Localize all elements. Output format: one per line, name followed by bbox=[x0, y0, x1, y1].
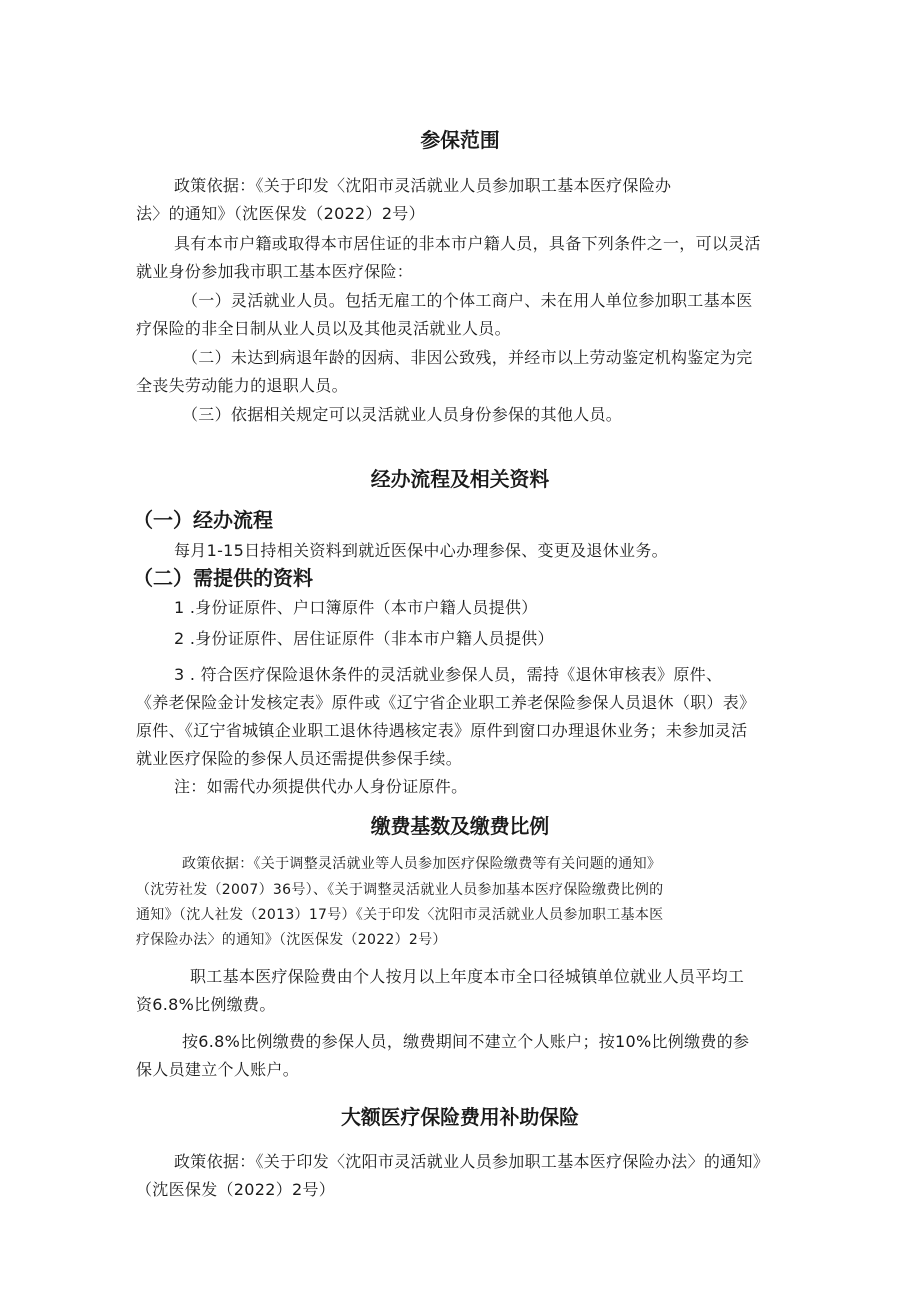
policy-basis-line: （沈医保发（2022）2号） bbox=[136, 1180, 336, 1199]
list-item-line: 就业医疗保险的参保人员还需提供参保手续。 bbox=[136, 749, 463, 768]
list-item-line: 1 .身份证原件、户口簿原件（本市户籍人员提供） bbox=[174, 598, 538, 617]
paragraph-line: 职工基本医疗保险费由个人按月以上年度本市全口径城镇单位就业人员平均工 bbox=[190, 967, 745, 986]
list-item-line: （二）未达到病退年龄的因病、非因公致残，并经市以上劳动鉴定机构鉴定为完 bbox=[182, 348, 753, 367]
list-item-line: 《养老保险金计发核定表》原件或《辽宁省企业职工养老保险参保人员退休（职）表》 bbox=[136, 693, 756, 712]
policy-basis-line: 法〉的通知》（沈医保发（2022）2号） bbox=[136, 204, 425, 223]
paragraph-line: 按6.8%比例缴费的参保人员，缴费期间不建立个人账户；按10%比例缴费的参 bbox=[182, 1032, 750, 1051]
policy-basis-line: 政策依据：《关于印发〈沈阳市灵活就业人员参加职工基本医疗保险办 bbox=[174, 176, 672, 195]
section-title-process-materials: 经办流程及相关资料 bbox=[370, 468, 550, 491]
section-title-large-medical-insurance: 大额医疗保险费用补助保险 bbox=[341, 1106, 579, 1129]
paragraph-line: 资6.8%比例缴费。 bbox=[136, 995, 276, 1014]
paragraph-line: 每月1-15日持相关资料到就近医保中心办理参保、变更及退休业务。 bbox=[174, 541, 668, 560]
list-item-line: 2 .身份证原件、居住证原件（非本市户籍人员提供） bbox=[174, 629, 554, 648]
section-title-enrollment-scope: 参保范围 bbox=[420, 129, 500, 152]
list-item-line: 原件、《辽宁省城镇企业职工退休待遇核定表》原件到窗口办理退休业务；未参加灵活 bbox=[136, 721, 748, 740]
paragraph-line: 就业身份参加我市职工基本医疗保险： bbox=[136, 262, 414, 281]
list-item-line: 全丧失劳动能力的退职人员。 bbox=[136, 376, 348, 395]
list-item-line: 疗保险的非全日制从业人员以及其他灵活就业人员。 bbox=[136, 319, 511, 338]
paragraph-line: 具有本市户籍或取得本市居住证的非本市户籍人员，具备下列条件之一，可以灵活 bbox=[174, 234, 761, 253]
paragraph-line: 保人员建立个人账户。 bbox=[136, 1060, 300, 1079]
list-item-line: （三）依据相关规定可以灵活就业人员身份参保的其他人员。 bbox=[182, 405, 623, 424]
section-title-contribution-base: 缴费基数及缴费比例 bbox=[370, 815, 550, 838]
subsection-heading: （二）需提供的资料 bbox=[133, 566, 313, 590]
policy-basis-line: 政策依据：《关于印发〈沈阳市灵活就业人员参加职工基本医疗保险办法〉的通知》 bbox=[174, 1152, 770, 1171]
list-item-line: 3 . 符合医疗保险退休条件的灵活就业参保人员，需持《退休审核表》原件、 bbox=[174, 665, 723, 684]
policy-basis-line: 政策依据：《关于调整灵活就业等人员参加医疗保险缴费等有关问题的通知》 bbox=[182, 856, 662, 872]
policy-basis-line: 通知》（沈人社发（2013）17号）《关于印发〈沈阳市灵活就业人员参加职工基本医 bbox=[136, 907, 664, 923]
policy-basis-line: 疗保险办法〉的通知》（沈医保发（2022）2号） bbox=[136, 932, 447, 948]
list-item-line: （一）灵活就业人员。包括无雇工的个体工商户、未在用人单位参加职工基本医 bbox=[182, 291, 753, 310]
note-text: 注：如需代办须提供代办人身份证原件。 bbox=[174, 777, 468, 796]
subsection-heading: （一）经办流程 bbox=[133, 508, 273, 532]
policy-basis-line: （沈劳社发（2007）36号）、《关于调整灵活就业人员参加基本医疗保险缴费比例的 bbox=[136, 882, 664, 898]
